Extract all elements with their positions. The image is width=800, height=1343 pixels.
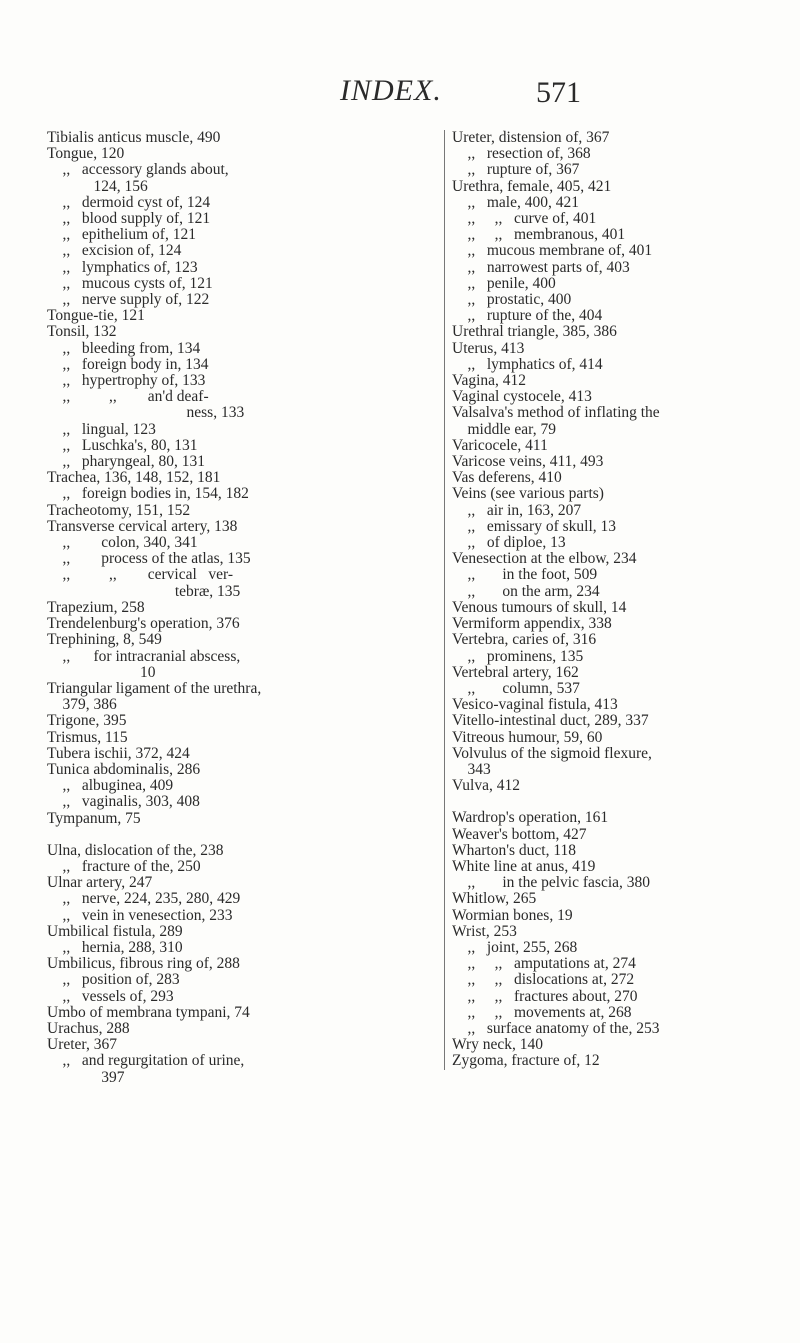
index-entry: Vulva, 412 — [452, 777, 520, 795]
index-entry: Wry neck, 140 — [452, 1036, 544, 1054]
index-entry: Tracheotomy, 151, 152 — [47, 501, 191, 519]
index-column-left — [47, 130, 392, 1086]
index-entry: ,, joint, 255, 268 — [452, 938, 578, 956]
index-entry: ,, emissary of skull, 13 — [452, 517, 617, 535]
index-entry: ,, vessels of, 293 — [47, 987, 174, 1005]
index-entry: ,, ,, curve of, 401 — [452, 210, 597, 228]
index-entry: ,, ,, dislocations at, 272 — [452, 971, 635, 989]
index-entry: Whitlow, 265 — [452, 890, 537, 908]
index-entry: ,, fracture of the, 250 — [47, 857, 201, 875]
index-entry: ,, prostatic, 400 — [452, 291, 572, 309]
index-entry: ,, male, 400, 421 — [452, 193, 579, 211]
index-entry: Wardrop's operation, 161 — [452, 809, 609, 827]
index-entry: ,, and regurgitation of urine, — [47, 1052, 245, 1070]
index-entry: Vas deferens, 410 — [452, 469, 562, 487]
index-entry: Urachus, 288 — [47, 1019, 130, 1037]
index-entry: Veins (see various parts) — [452, 485, 604, 503]
index-entry: Weaver's bottom, 427 — [452, 825, 587, 843]
page-header — [0, 70, 800, 120]
index-entry: ,, ,, cervical ver- — [47, 566, 234, 584]
index-entry: ,, epithelium of, 121 — [47, 226, 196, 244]
index-entry: Vitello-intestinal duct, 289, 337 — [452, 712, 649, 730]
index-entry: ,, air in, 163, 207 — [452, 501, 582, 519]
index-entry: Venesection at the elbow, 234 — [452, 550, 637, 568]
index-entry: ,, rupture of the, 404 — [452, 307, 603, 325]
index-entry: Tongue, 120 — [47, 145, 125, 163]
index-entry: ,, vaginalis, 303, 408 — [47, 793, 200, 811]
index-entry: ,, blood supply of, 121 — [47, 210, 211, 228]
index-entry: ,, bleeding from, 134 — [47, 339, 201, 357]
index-entry: Trachea, 136, 148, 152, 181 — [47, 469, 221, 487]
index-entry: Triangular ligament of the urethra, — [47, 679, 262, 697]
index-entry: Trendelenburg's operation, 376 — [47, 615, 240, 633]
index-entry: Valsalva's method of inflating the — [452, 404, 660, 422]
index-entry: Varicose veins, 411, 493 — [452, 453, 604, 471]
index-entry: Tongue-tie, 121 — [47, 307, 145, 325]
index-entry: Ulna, dislocation of the, 238 — [47, 841, 224, 859]
index-entry: ,, of diploe, 13 — [452, 534, 566, 552]
index-entry: ,, for intracranial abscess, — [47, 647, 241, 665]
index-entry: ,, mucous cysts of, 121 — [47, 274, 213, 292]
index-entry: White line at anus, 419 — [452, 857, 596, 875]
index-entry: Urethra, female, 405, 421 — [452, 177, 612, 195]
index-entry: ,, resection of, 368 — [452, 145, 591, 163]
index-entry: ,, dermoid cyst of, 124 — [47, 193, 211, 211]
index-entry: Trapezium, 258 — [47, 598, 145, 616]
index-entry: ,, on the arm, 234 — [452, 582, 600, 600]
index-entry: Umbo of membrana tympani, 74 — [47, 1003, 250, 1021]
index-entry: ,, ,, amputations at, 274 — [452, 955, 636, 973]
index-entry: middle ear, 79 — [452, 420, 556, 438]
index-entry: Vagina, 412 — [452, 372, 527, 390]
index-entry: Ureter, 367 — [47, 1036, 117, 1054]
index-entry: ,, colon, 340, 341 — [47, 534, 198, 552]
index-entry: 343 — [452, 760, 491, 778]
index-entry: ,, albuginea, 409 — [47, 777, 174, 795]
index-entry: ,, hernia, 288, 310 — [47, 938, 183, 956]
index-entry: ,, narrowest parts of, 403 — [452, 258, 630, 276]
index-entry: Tunica abdominalis, 286 — [47, 760, 201, 778]
index-entry: ,, mucous membrane of, 401 — [452, 242, 653, 260]
index-entry: ,, column, 537 — [452, 679, 580, 697]
index-entry: ,, nerve supply of, 122 — [47, 291, 210, 309]
index-entry: ,, penile, 400 — [452, 274, 556, 292]
index-entry: ,, ,, fractures about, 270 — [452, 987, 638, 1005]
index-entry: Venous tumours of skull, 14 — [452, 598, 627, 616]
index-entry: ,, lingual, 123 — [47, 420, 156, 438]
index-entry: ,, vein in venesection, 233 — [47, 906, 233, 924]
index-entry: Urethral triangle, 385, 386 — [452, 323, 617, 341]
index-entry: Ulnar artery, 247 — [47, 874, 153, 892]
index-entry: ,, ,, an'd deaf- — [47, 388, 209, 406]
index-entry: Trigone, 395 — [47, 712, 127, 730]
index-entry: Wharton's duct, 118 — [452, 841, 577, 859]
index-entry: Tonsil, 132 — [47, 323, 117, 341]
index-entry: ,, foreign bodies in, 154, 182 — [47, 485, 249, 503]
index-entry: Trismus, 115 — [47, 728, 128, 746]
index-entry: Zygoma, fracture of, 12 — [452, 1052, 600, 1070]
index-entry: tebræ, 135 — [47, 582, 241, 600]
index-entry: Varicocele, 411 — [452, 436, 548, 454]
index-entry: ,, in the pelvic fascia, 380 — [452, 874, 651, 892]
index-entry: 10 — [47, 663, 156, 681]
index-entry: Uterus, 413 — [452, 339, 525, 357]
index-column-right — [444, 130, 787, 1070]
index-entry: Vermiform appendix, 338 — [452, 615, 612, 633]
index-entry: ,, accessory glands about, — [47, 161, 229, 179]
index-entry: Trephining, 8, 549 — [47, 631, 162, 649]
index-entry: Wrist, 253 — [452, 922, 517, 940]
index-entry: ,, ,, movements at, 268 — [452, 1003, 632, 1021]
index-entry: Vitreous humour, 59, 60 — [452, 728, 603, 746]
index-entry: ness, 133 — [47, 404, 245, 422]
index-entry: 397 — [47, 1068, 125, 1086]
index-entry: Vesico-vaginal fistula, 413 — [452, 696, 618, 714]
page-title: INDEX. — [340, 74, 442, 107]
index-entry: ,, excision of, 124 — [47, 242, 182, 260]
index-entry: ,, surface anatomy of the, 253 — [452, 1019, 660, 1037]
index-entry: ,, lymphatics of, 123 — [47, 258, 198, 276]
index-entry: ,, nerve, 224, 235, 280, 429 — [47, 890, 241, 908]
index-entry: Wormian bones, 19 — [452, 906, 573, 924]
index-entry: Tympanum, 75 — [47, 809, 141, 827]
index-entry: ,, foreign body in, 134 — [47, 355, 209, 373]
index-entry: 379, 386 — [47, 696, 117, 714]
index-entry: ,, process of the atlas, 135 — [47, 550, 251, 568]
index-entry: ,, Luschka's, 80, 131 — [47, 436, 198, 454]
index-entry: ,, lymphatics of, 414 — [452, 355, 603, 373]
index-entry: Vertebral artery, 162 — [452, 663, 579, 681]
index-entry: Volvulus of the sigmoid flexure, — [452, 744, 652, 762]
index-entry: ,, hypertrophy of, 133 — [47, 372, 206, 390]
index-entry: Transverse cervical artery, 138 — [47, 517, 238, 535]
index-entry: Umbilicus, fibrous ring of, 288 — [47, 955, 240, 973]
index-entry: 124, 156 — [47, 177, 148, 195]
index-entry: Vaginal cystocele, 413 — [452, 388, 592, 406]
index-entry: ,, prominens, 135 — [452, 647, 584, 665]
index-entry: Umbilical fistula, 289 — [47, 922, 183, 940]
page-number: 571 — [536, 76, 581, 109]
index-entry: Tibialis anticus muscle, 490 — [47, 129, 221, 146]
index-entry: ,, rupture of, 367 — [452, 161, 580, 179]
index-entry: ,, ,, membranous, 401 — [452, 226, 626, 244]
index-entry: ,, position of, 283 — [47, 971, 180, 989]
index-entry: Tubera ischii, 372, 424 — [47, 744, 190, 762]
index-entry: Ureter, distension of, 367 — [452, 129, 610, 146]
index-entry: Vertebra, caries of, 316 — [452, 631, 597, 649]
index-entry: ,, pharyngeal, 80, 131 — [47, 453, 205, 471]
index-entry: ,, in the foot, 509 — [452, 566, 598, 584]
